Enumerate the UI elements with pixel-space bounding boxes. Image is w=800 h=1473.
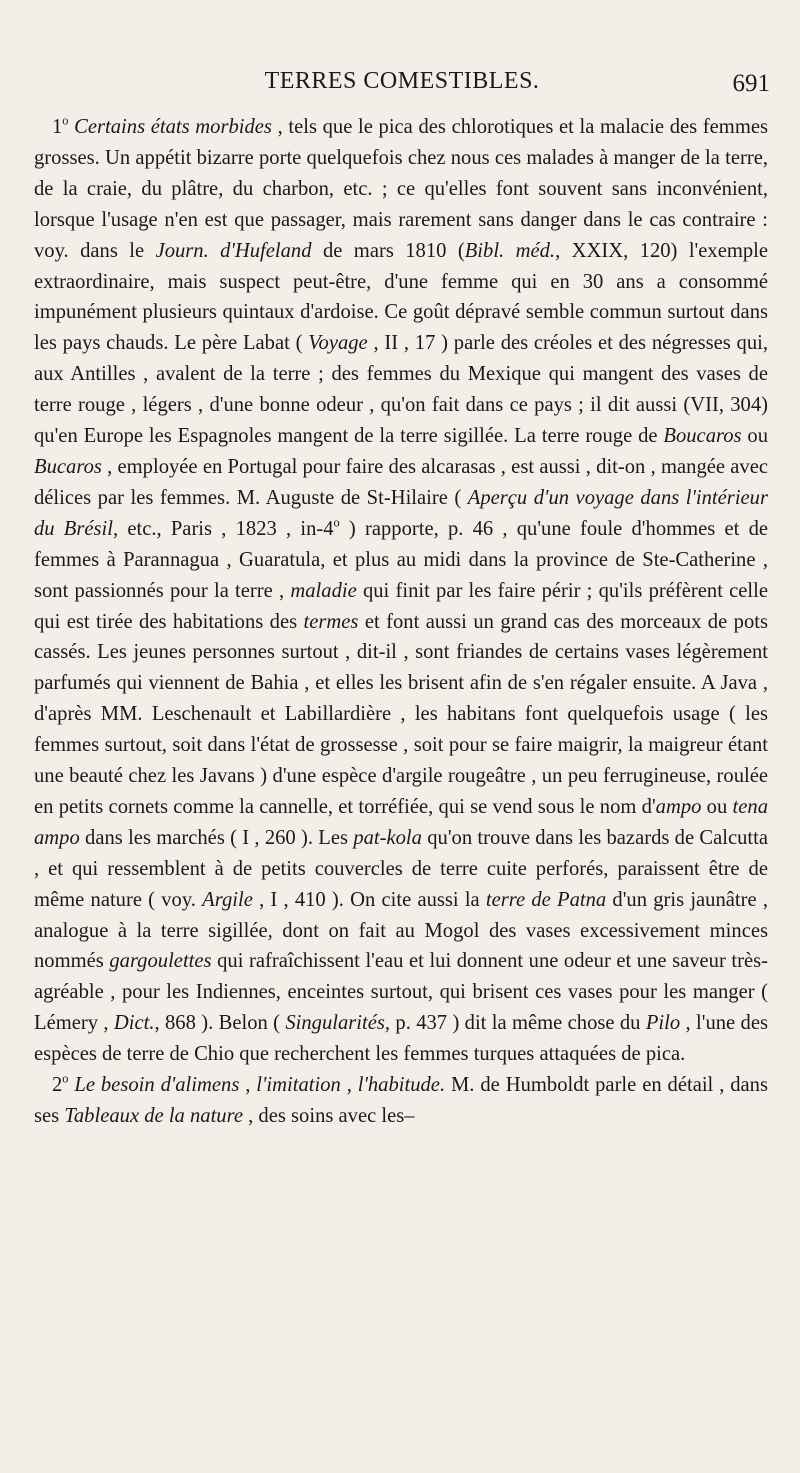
text-run: ) rapporte, p. 46 , qu'une foule d'hommes et de femmes à Parannagua , Guaratula, et plus au midi dans la province de Ste-Catherine , sont passionnés pour la terre , xyxy=(34,517,769,602)
text-run: et font aussi un grand cas des morceaux de pots cassés. Les jeunes personnes surtout , dit-il , sont friandes de certains vases légèrement parfumés qui viennent de Bahia , et elles les brisent afin de s'en régaler ensuite. A Java , d'après MM. Leschenault et Labillardière , les habitans font quelquefois usage ( les femmes surtout, soit dans l'état de grossesse , soit pour se faire maigrir, la maigreur étant une beauté chez les Javans ) d'une espèce d'argile rougeâtre , un peu ferrugineuse, roulée en petits cornets comme la cannelle, et torréfiée, qui se vend sous le nom d' xyxy=(34,610,768,818)
text-run: 2 xyxy=(52,1074,63,1097)
italic-run: gargoulettes xyxy=(109,950,212,973)
text-run: , l'une des espèces de terre de Chio que recherchent les femmes turques attaquées de pica. xyxy=(34,1012,768,1066)
text-run: de mars 1810 ( xyxy=(311,239,465,262)
text-run: , XXIX, 120) l'exemple extraordinaire, mais suspect peut-être, d'une femme qui en 30 ans a consommé impunément plusieurs quintaux d'ardoise. Ce goût dépravé semble commun surtout dans les pays chauds. Le père Labat ( xyxy=(34,239,769,355)
italic-run: Certains états morbides xyxy=(74,116,272,138)
italic-run: ampo xyxy=(655,795,702,818)
italic-run: Voyage xyxy=(308,332,368,355)
italic-run: Singularités xyxy=(285,1012,385,1035)
italic-run: pat-kola xyxy=(353,826,422,849)
ordinal-superscript: o xyxy=(333,515,340,530)
running-head xyxy=(34,68,770,104)
text-run: ou xyxy=(741,425,768,448)
text-run: M. de Humboldt parle en détail , dans ses xyxy=(34,1074,768,1127)
text-run: , des soins avec les– xyxy=(242,1105,415,1127)
italic-run: maladie xyxy=(290,579,357,602)
body-text xyxy=(34,112,768,1132)
text-run: qui rafraîchissent l'eau et lui donnent une odeur et une saveur très-agréable , pour les Indiennes, enceintes surtout, qui brisent ces vases pour les manger ( Lémery , xyxy=(34,950,768,1035)
text-run: qui finit par les faire périr ; qu'ils préfèrent celle qui est tirée des habitations des xyxy=(34,579,768,633)
text-run: dans les marchés ( I , 260 ). Les xyxy=(79,826,354,849)
italic-run: Aperçu d'un voyage dans l'intérieur du Brésil xyxy=(34,486,768,540)
text-run: , p. 437 ) dit la même chose du xyxy=(384,1012,646,1035)
page-number: 691 xyxy=(732,70,770,97)
text-run: , tels que le pica des chlorotiques et la malacie des femmes grosses. Un appétit bizarre porte quelquefois chez nous ces malades à manger de la terre, de la craie, du plâtre, du charbon, etc. ; ce qu'elles font souvent sans inconvénient, lorsque l'usage n'en est que passager, mais rarement sans danger dans le cas contraire : voy. dans le xyxy=(34,116,768,262)
paragraph-1 xyxy=(34,112,768,1070)
italic-run: Pilo xyxy=(645,1012,681,1035)
running-title: TERRES COMESTIBLES. xyxy=(264,68,540,94)
italic-run: Tableaux de la nature xyxy=(64,1105,243,1127)
text-run: ou xyxy=(701,795,733,818)
ordinal-superscript: o xyxy=(62,113,69,128)
text-run: , etc., Paris , 1823 , in-4 xyxy=(113,517,334,540)
italic-run: Bucaros xyxy=(34,455,102,478)
text-run: , I , 410 ). On cite aussi la xyxy=(252,888,486,911)
text-run: , II , 17 ) parle des créoles et des négresses qui, aux Antilles , avalent de la terre ; des femmes du Mexique qui mangent des vases de terre rouge , légers , d'une bonne odeur , qu'on fait dans ce pays ; il dit aussi (VII, 304) qu'en Europe les Espagnoles mangent de la terre sigillée. La terre rouge de xyxy=(34,332,768,448)
ordinal-superscript: o xyxy=(62,1071,69,1086)
italic-run: Bibl. méd. xyxy=(464,239,556,262)
italic-run: Argile xyxy=(202,888,253,911)
text-run: 1 xyxy=(52,116,63,138)
italic-run: Dict. xyxy=(113,1012,155,1035)
italic-run: Le besoin d'alimens , l'imitation , l'habitude. xyxy=(74,1074,446,1097)
text-run: , 868 ). Belon ( xyxy=(154,1012,286,1035)
paragraph-2 xyxy=(34,1070,768,1132)
italic-run: Boucaros xyxy=(663,425,742,448)
text-run: d'un gris jaunâtre , analogue à la terre sigillée, dont on fait au Mogol des vases excessivement minces nommés xyxy=(34,888,768,973)
italic-run: Journ. d'Hufeland xyxy=(155,239,312,262)
italic-run: termes xyxy=(303,610,359,633)
text-run: qu'on trouve dans les bazards de Calcutta , et qui ressemblent à de petits couvercles de terre cuite perforés, paraissent être de même nature ( voy. xyxy=(34,826,768,911)
italic-run: tena ampo xyxy=(34,795,768,849)
text-run: , employée en Portugal pour faire des alcarasas , est aussi , dit-on , mangée avec délices par les femmes. M. Auguste de St-Hilaire ( xyxy=(34,455,768,509)
italic-run: terre de Patna xyxy=(485,888,607,911)
